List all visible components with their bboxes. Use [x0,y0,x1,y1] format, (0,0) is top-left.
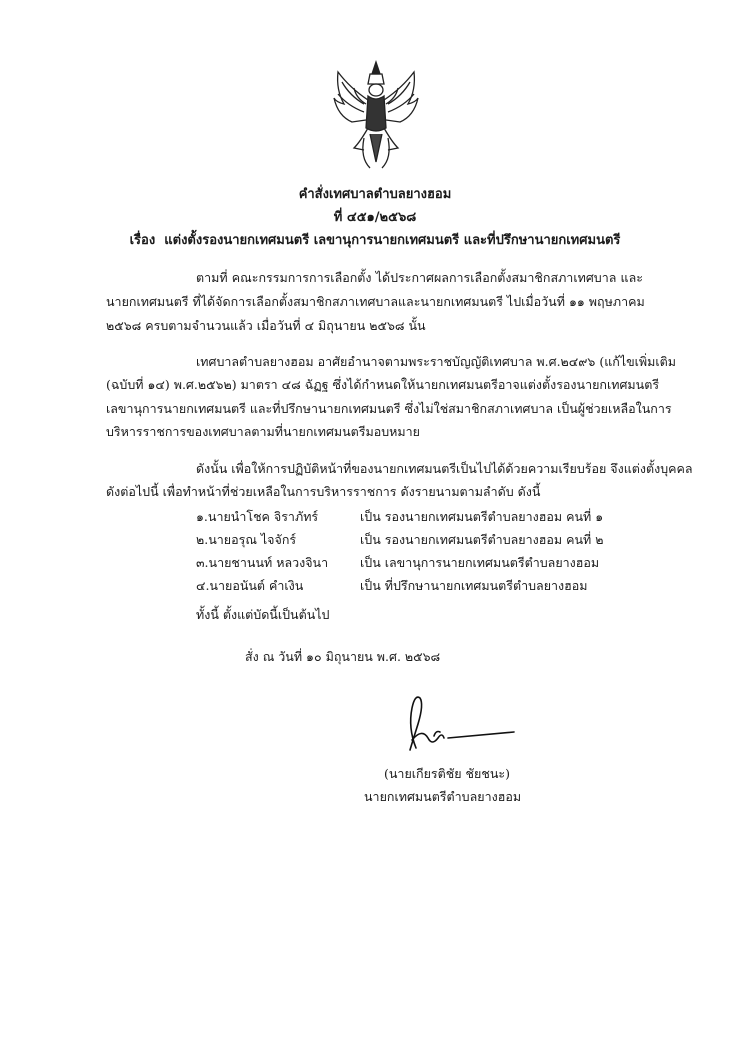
paragraph2-line-3: เลขานุการนายกเทศมนตรี และที่ปรึกษานายกเทศมนตรี ซึ่งไม่ใช่สมาชิกสภาเทศบาล เป็นผู้ช่วยเหลือในการ [106,401,672,416]
paragraph2-line-1: เทศบาลตำบลยางฮอม อาศัยอำนาจตามพระราชบัญญัติเทศบาล พ.ศ.๒๔๙๖ (แก้ไขเพิ่มเติม [196,354,677,369]
paragraph2-line-2: (ฉบับที่ ๑๔) พ.ศ.๒๕๖๒) มาตรา ๔๘ ฉัฏฐ ซึ่งได้กำหนดให้นายกเทศมนตรีอาจแต่งตั้งรองนายกเทศมนตรี [106,377,660,392]
signatory-position: นายกเทศมนตรีตำบลยางฮอม [364,789,522,804]
order-subject [0,229,750,250]
signatory-name: (นายเกียรติชัย ชัยชนะ) [384,766,510,781]
appointee-2-name: ๒.นายอรุณ ไจจักร์ [196,532,297,547]
appointee-3-name: ๓.นายชานนท์ หลวงจินา [196,555,329,570]
garuda-emblem-icon [330,58,422,174]
paragraph1-line-3: ๒๕๖๘ ครบตามจำนวนแล้ว เมื่อวันที่ ๔ มิถุนายน ๒๕๖๘ นั้น [106,318,426,333]
order-number: ที่ ๔๕๑/๒๕๖๘ [333,210,417,225]
appointee-1-role: เป็น รองนายกเทศมนตรีตำบลยางฮอม คนที่ ๑ [360,509,604,524]
paragraph1-line-2: นายกเทศมนตรี ที่ได้จัดการเลือกตั้งสมาชิกสภาเทศบาลและนายกเทศมนตรี ไปเมื่อวันที่ ๑๑ พฤษภาคม [106,294,645,309]
appointee-3-role: เป็น เลขานุการนายกเทศมนตรีตำบลยางฮอม [360,555,600,570]
appointee-4-name: ๔.นายอนันต์ คำเงิน [196,578,304,593]
subject-label: เรื่อง [129,233,156,248]
paragraph2-line-4: บริหารราชการของเทศบาลตามที่นายกเทศมนตรีมอบหมาย [106,424,420,439]
paragraph3-line-2: ดังต่อไปนี้ เพื่อทำหน้าที่ช่วยเหลือในการบริหารราชการ ดังรายนามตามลำดับ ดังนี้ [106,484,541,499]
appointee-4-role: เป็น ที่ปรึกษานายกเทศมนตรีตำบลยางฮอม [360,578,588,593]
paragraph3-line-1: ดังนั้น เพื่อให้การปฏิบัติหน้าที่ของนายกเทศมนตรีเป็นไปได้ด้วยความเรียบร้อย จึงแต่งตั้งบุคคล [196,461,693,476]
order-title: คำสั่งเทศบาลตำบลยางฮอม [298,187,452,202]
paragraph1-line-1: ตามที่ คณะกรรมการการเลือกตั้ง ได้ประกาศผลการเลือกตั้งสมาชิกสภาเทศบาล และ [196,270,643,285]
effective-statement: ทั้งนี้ ตั้งแต่บัดนี้เป็นต้นไป [196,607,330,622]
appointee-2-role: เป็น รองนายกเทศมนตรีตำบลยางฮอม คนที่ ๒ [360,532,604,547]
signature-icon [398,688,516,754]
appointee-1-name: ๑.นายนำโชค จิราภัทร์ [196,509,319,524]
subject-text: แต่งตั้งรองนายกเทศมนตรี เลขานุการนายกเทศมนตรี และที่ปรึกษานายกเทศมนตรี [164,233,621,248]
order-date: สั่ง ณ วันที่ ๑๐ มิถุนายน พ.ศ. ๒๕๖๘ [245,649,441,664]
